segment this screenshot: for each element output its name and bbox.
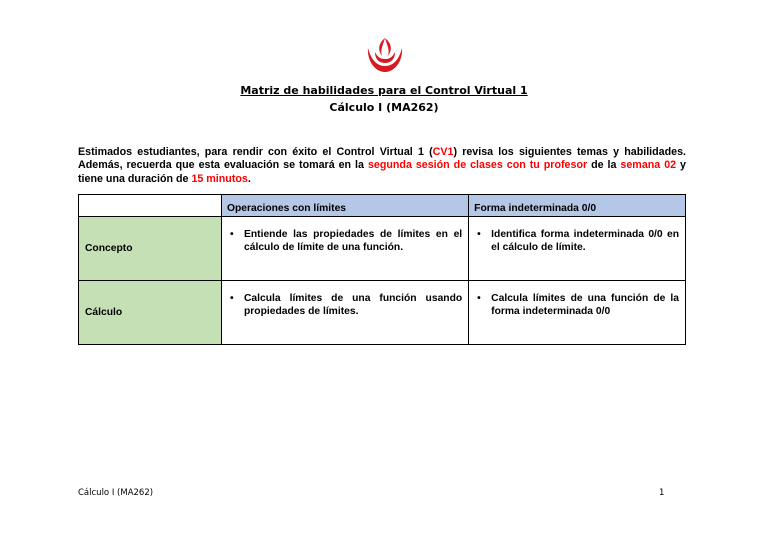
column-header-forma-indeterminada: Forma indeterminada 0/0: [469, 195, 686, 217]
intro-highlight-duration: 15 minutos: [191, 172, 248, 185]
footer-course: Cálculo I (MA262): [78, 488, 154, 498]
bullet-icon: •: [477, 229, 481, 240]
cell-text: Calcula límites de una función de la forma indeterminada 0/0: [491, 293, 679, 317]
table-row: [79, 281, 686, 345]
bullet-icon: •: [477, 293, 481, 304]
intro-text-2: ) revisa los siguientes temas y habilidades. Además, recuerda que esta evaluación se tomará en la: [78, 146, 686, 172]
bullet-icon: •: [230, 293, 234, 304]
intro-highlight-week: semana 02: [620, 159, 677, 172]
row-label-concepto: Concepto: [79, 217, 222, 281]
upc-logo-icon: [364, 34, 406, 76]
table-cell: [222, 281, 469, 345]
table-cell: [469, 281, 686, 345]
document-title: Matriz de habilidades para el Control Virtual 1: [240, 84, 528, 97]
cell-text: Calcula límites de una función usando propiedades de límites.: [244, 293, 463, 317]
intro-highlight-session: segunda sesión de clases con tu profesor: [367, 159, 588, 172]
cell-text: Entiende las propiedades de límites en el cálculo de límite de una función.: [244, 229, 463, 253]
column-header-operaciones: Operaciones con límites: [222, 195, 469, 217]
table-cell: [469, 217, 686, 281]
table-row: [79, 217, 686, 281]
intro-highlight-cv1: CV1: [432, 146, 454, 158]
table-header-row: [79, 195, 686, 217]
intro-text-3: de la: [587, 159, 621, 172]
intro-text-4: y tiene una duración de: [78, 159, 687, 185]
row-label-calculo: Cálculo: [79, 281, 222, 345]
intro-text-5: .: [247, 172, 251, 185]
intro-paragraph: [78, 146, 686, 186]
skills-matrix-table: [78, 194, 686, 345]
cell-text: Identifica forma indeterminada 0/0 en el cálculo de límite.: [491, 229, 679, 253]
document-subtitle: Cálculo I (MA262): [329, 101, 439, 114]
page-number: 1: [659, 488, 665, 498]
table-header-blank: [79, 195, 222, 217]
bullet-icon: •: [230, 229, 234, 240]
table-cell: [222, 217, 469, 281]
intro-text-1: Estimados estudiantes, para rendir con éxito el Control Virtual 1 (: [78, 146, 433, 158]
